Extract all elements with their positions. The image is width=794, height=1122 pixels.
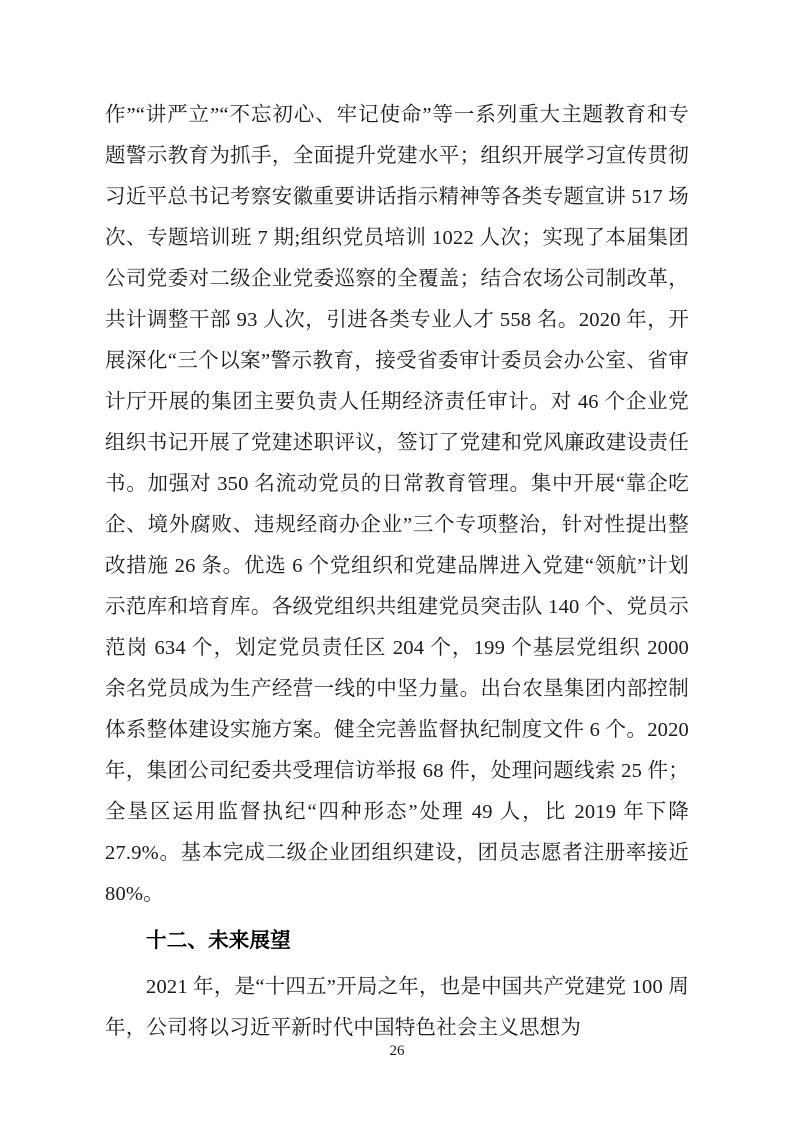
page-number: 26 (389, 1043, 405, 1059)
paragraph-continued: 作”“讲严立”“不忘初心、牢记使命”等一系列重大主题教育和专题警示教育为抓手，全面提升党建水平；组织开展学习宣传贯彻习近平总书记考察安徽重要讲话指示精神等各类专题宣讲 517 场次、专题培训班 7 期;组织党员培训 1022 人次；实现了本届集团公司党委对二级企业党委巡察的全覆盖；结合农场公司制改革，共计调整干部 93 人次，引进各类专业人才 558 名。2020 年，开展深化“三个以案”警示教育，接受省委审计委员会办公室、省审计厅开展的集团主要负责人任期经济责任审计。对 46 个企业党组织书记开展了党建述职评议，签订了党建和党风廉政建设责任书。加强对 350 名流动党员的日常教育管理。集中开展“靠企吃企、境外腐败、违规经商办企业”三个专项整治，针对性提出整改措施 26 条。优选 6 个党组织和党建品牌进入党建“领航”计划示范库和培育库。各级党组织共组建党员突击队 140 个、党员示范岗 634 个，划定党员责任区 204 个，199 个基层党组织 2000 余名党员成为生产经营一线的中坚力量。出台农垦集团内部控制体系整体建设实施方案。健全完善监督执纪制度文件 6 个。2020 年，集团公司纪委共受理信访举报 68 件，处理问题线索 25 件；全垦区运用监督执纪“四种形态”处理 49 人，比 2019 年下降 27.9%。基本完成二级企业团组织建设，团员志愿者注册率接近 80%。 (105, 104, 689, 905)
paragraph-outlook: 2021 年，是“十四五”开局之年，也是中国共产党建党 100 周年，公司将以习近平新时代中国特色社会主义思想为 (105, 976, 689, 1039)
document-body (105, 95, 689, 1049)
section-heading: 十二、未来展望 (146, 930, 291, 952)
